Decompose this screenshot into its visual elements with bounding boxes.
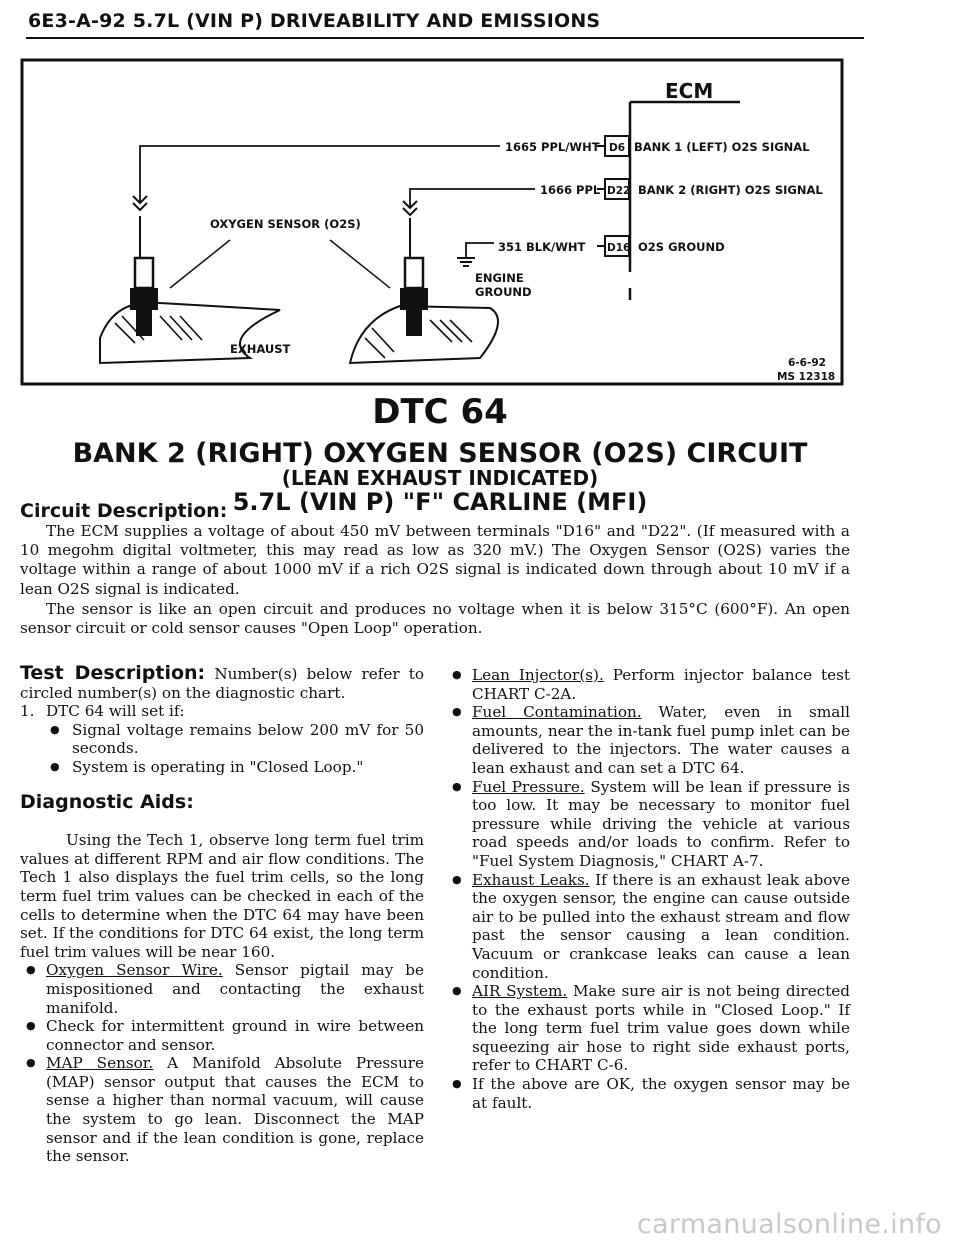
wire-351: [466, 243, 494, 258]
right-5-text: Make sure air is not being directed to the exhaust ports while in "Closed Loop." If the long term fuel trim value goes down while squeezing air hose to right side exhaust ports, refer to CHART C-6.: [472, 982, 851, 1075]
aid-2-text: ● Check for intermittent ground in wire between connector and sensor.: [20, 1017, 424, 1054]
terminal-d22: [597, 179, 630, 199]
circuit-label-1665: 1665 PPL/WHT: [505, 140, 600, 154]
watermark: carmanualsonline.info: [636, 1209, 942, 1240]
test-description-intro: Number(s) below refer to circled number(s) on the diagnostic chart.: [20, 665, 424, 702]
diagnostic-aids-heading: Diagnostic Aids:: [20, 790, 194, 813]
circuit-description-p2: The sensor is like an open circuit and produces no voltage when it is below 315°C (600°F). An open sensor circuit or cold sensor causes "Open Loop" operation.: [20, 600, 850, 638]
ecm-label: ECM: [665, 79, 714, 103]
right-1-text: Perform injector balance test CHART C-2A.: [472, 666, 850, 703]
right-2-text: Water, even in small amounts, near the in-tank fuel pump inlet can be delivered to the injectors. The water causes a lean exhaust and can set a DTC 64.: [472, 703, 851, 777]
aid-1-text: Sensor pigtail may be mispositioned and contacting the exhaust manifold.: [46, 961, 425, 1017]
header-rule: [26, 37, 864, 39]
right-4-text: If there is an exhaust leak above the oxygen sensor, the engine can cause outside air to be pulled into the exhaust stream and flow past the sensor causing a lean condition. Vacuum or crankcase leaks can cause a lean condition.: [472, 870, 850, 982]
ground-symbol-icon: [457, 258, 475, 266]
aid-3-text: A Manifold Absolute Pressure (MAP) sensor output that causes the ECM to sense a higher than normal vacuum, will cause the system to go lean. Disconnect the MAP sensor and if the lean condition is gone, replace the sensor.: [46, 1054, 424, 1166]
terminal-d16-label: D16: [607, 242, 631, 254]
test-sub-2: ● System is operating in "Closed Loop.": [20, 758, 424, 777]
page-header: 6E3-A-92 5.7L (VIN P) DRIVEABILITY AND EMISSIONS: [28, 10, 601, 32]
terminal-d6: [597, 136, 629, 156]
exhaust-label: EXHAUST: [230, 342, 291, 356]
right-5-title: AIR System.: [472, 982, 568, 1001]
wiring-diagram-svg: [20, 58, 846, 388]
circuit-description-heading: Circuit Description:: [20, 500, 228, 522]
right-column: [446, 666, 850, 1112]
right-3-text: System will be lean if pressure is too low. It may be necessary to monitor fuel pressure while driving the vehicle at various road speeds and/or loads to confirm. Refer to "Fuel System Diagnosis," CHART A-7.: [472, 777, 851, 870]
aid-1-title: Oxygen Sensor Wire.: [46, 961, 223, 980]
right-1-title: Lean Injector(s).: [472, 666, 604, 684]
right-4-title: Exhaust Leaks.: [472, 870, 590, 889]
left-column: [20, 664, 424, 1166]
signal-label-d6: BANK 1 (LEFT) O2S SIGNAL: [634, 140, 810, 154]
aid-3-title: MAP Sensor.: [46, 1054, 154, 1073]
engine-ground-label-2: GROUND: [475, 285, 532, 299]
item-number: 1.: [20, 702, 35, 721]
sensor-label: OXYGEN SENSOR (O2S): [210, 217, 361, 231]
right-6-text: ● If the above are OK, the oxygen sensor may be at fault.: [446, 1075, 850, 1112]
wiring-diagram: [20, 58, 846, 388]
signal-label-d22: BANK 2 (RIGHT) O2S SIGNAL: [638, 183, 823, 197]
dtc-title: DTC 64: [372, 392, 508, 432]
engine-title: 5.7L (VIN P) "F" CARLINE (MFI): [232, 488, 648, 516]
main-title: BANK 2 (RIGHT) OXYGEN SENSOR (O2S) CIRCUIT: [72, 438, 808, 469]
right-2-title: Fuel Contamination.: [472, 703, 642, 722]
test-description-heading: Test Description:: [20, 662, 206, 684]
circuit-label-1666: 1666 PPL: [540, 183, 601, 197]
test-sub-1: ● Signal voltage remains below 200 mV for 50 seconds.: [20, 721, 424, 758]
diagram-date: 6-6-92: [788, 357, 826, 369]
terminal-d6-label: D6: [609, 142, 626, 154]
right-3-title: Fuel Pressure.: [472, 777, 585, 796]
wire-1666: [410, 189, 535, 208]
engine-ground-label-1: ENGINE: [475, 271, 524, 285]
circuit-description-p1: The ECM supplies a voltage of about 450 mV between terminals "D16" and "D22". (If measured with a 10 megohm digital voltmeter, this may read as low as 320 mV.) The Oxygen Sensor (O2S) varies the voltage within a range of about 1000 mV if a rich O2S signal is indicated down through about 10 mV if a lean O2S signal is indicated.: [20, 522, 850, 598]
wire-1665: [140, 146, 500, 203]
circuit-label-351: 351 BLK/WHT: [498, 240, 586, 254]
terminal-d16: [597, 236, 630, 256]
signal-label-d16: O2S GROUND: [638, 240, 725, 254]
left-oxygen-sensor-icon: [100, 216, 280, 363]
diagram-ref: MS 12318: [777, 371, 836, 383]
terminal-d22-label: D22: [607, 185, 631, 197]
diagnostic-aids-p1: Using the Tech 1, observe long term fuel trim values at different RPM and air flow conditions. The Tech 1 also displays the fuel trim cells, so the long term fuel trim values can be checked in each of the cells to determine when the DTC 64 may have been set. If the conditions for DTC 64 exist, the long term fuel trim values will be near 160.: [20, 831, 424, 961]
test-item-1: DTC 64 will set if:: [46, 702, 185, 721]
subtitle: (LEAN EXHAUST INDICATED): [281, 466, 599, 490]
